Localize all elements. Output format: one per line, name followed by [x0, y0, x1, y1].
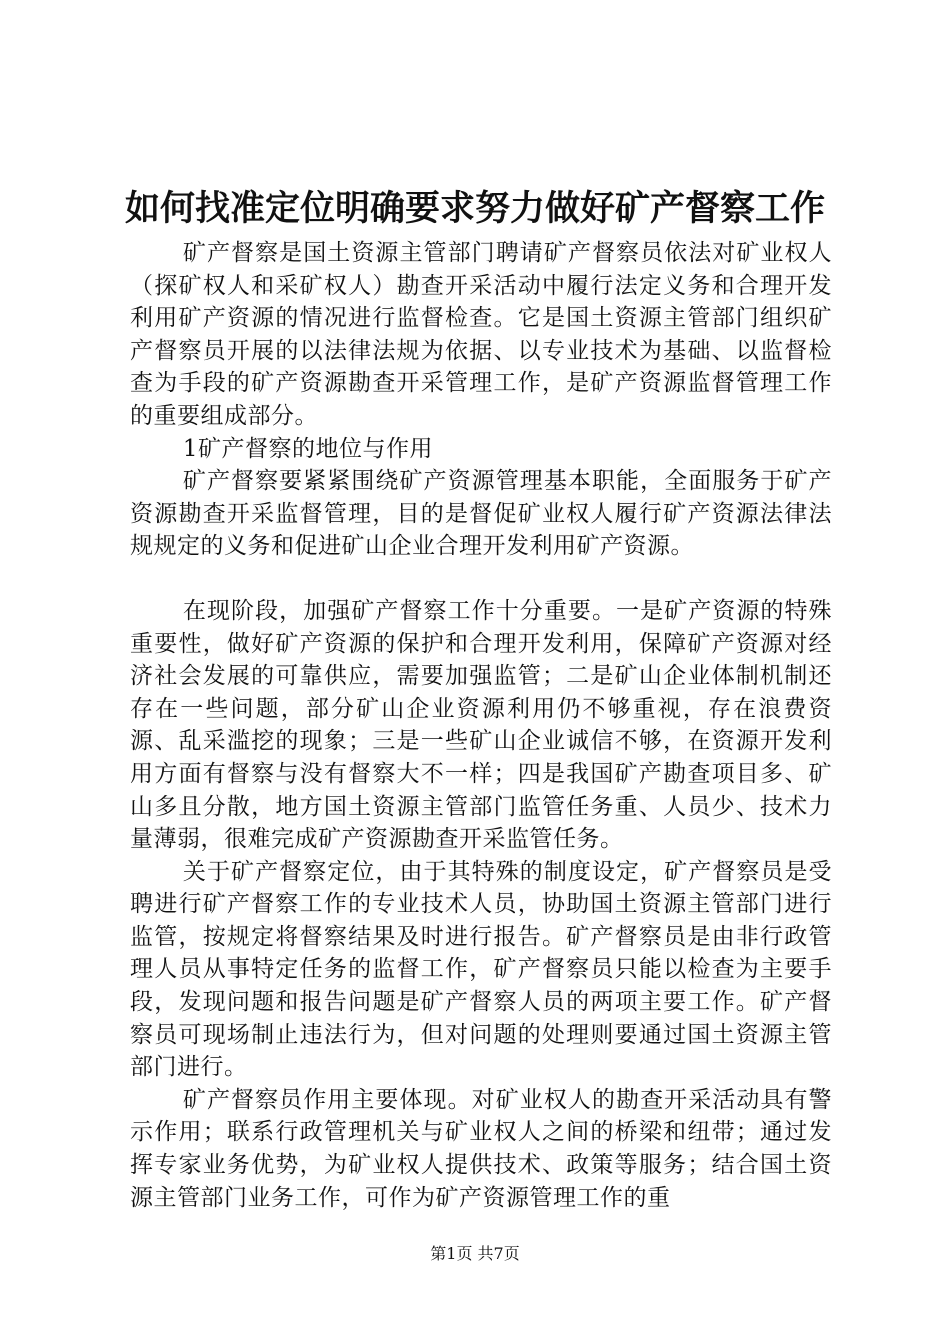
paragraph-role: 矿产督察员作用主要体现。对矿业权人的勘查开采活动具有警示作用；联系行政管理机关与矿业权人之间的桥梁和纽带；通过发挥专家业务优势，为矿业权人提供技术、政策等服务；结合国土资源主管部门业务工作，可作为矿产资源管理工作的重 [130, 1086, 832, 1211]
paragraph-spacer [130, 563, 832, 595]
page-number: 第1页 共7页 [430, 1244, 520, 1263]
document-title: 如何找准定位明确要求努力做好矿产督察工作 [124, 188, 825, 229]
paragraph-importance: 在现阶段，加强矿产督察工作十分重要。一是矿产资源的特殊重要性，做好矿产资源的保护和合理开发利用，保障矿产资源对经济社会发展的可靠供应，需要加强监管；二是矿山企业体制机制还存在一些问题，部分矿山企业资源利用仍不够重视，存在浪费资源、乱采滥挖的现象；三是一些矿山企业诚信不够，在资源开发利用方面有督察与没有督察大不一样；四是我国矿产勘查项目多、矿山多且分散，地方国土资源主管部门监管任务重、人员少、技术力量薄弱，很难完成矿产资源勘查开采监管任务。 [130, 597, 832, 853]
paragraph-purpose: 矿产督察要紧紧围绕矿产资源管理基本职能，全面服务于矿产资源勘查开采监督管理，目的是督促矿业权人履行矿产资源法律法规规定的义务和促进矿山企业合理开发利用矿产资源。 [130, 468, 832, 560]
paragraph-positioning: 关于矿产督察定位，由于其特殊的制度设定，矿产督察员是受聘进行矿产督察工作的专业技术人员，协助国土资源主管部门进行监管，按规定将督察结果及时进行报告。矿产督察员是由非行政管理人员从事特定任务的监督工作，矿产督察员只能以检查为主要手段，发现问题和报告问题是矿产督察人员的两项主要工作。矿产督察员可现场制止违法行为，但对问题的处理则要通过国土资源主管部门进行。 [130, 858, 832, 1081]
paragraph-intro: 矿产督察是国土资源主管部门聘请矿产督察员依法对矿业权人（探矿权人和采矿权人）勘查开采活动中履行法定义务和合理开发利用矿产资源的情况进行监督检查。它是国土资源主管部门组织矿产督察员开展的以法律法规为依据、以专业技术为基础、以监督检查为手段的矿产资源勘查开采管理工作，是矿产资源监督管理工作的重要组成部分。 [130, 240, 832, 429]
section-heading: 1矿产督察的地位与作用 [182, 435, 434, 462]
document-body [130, 237, 832, 1214]
